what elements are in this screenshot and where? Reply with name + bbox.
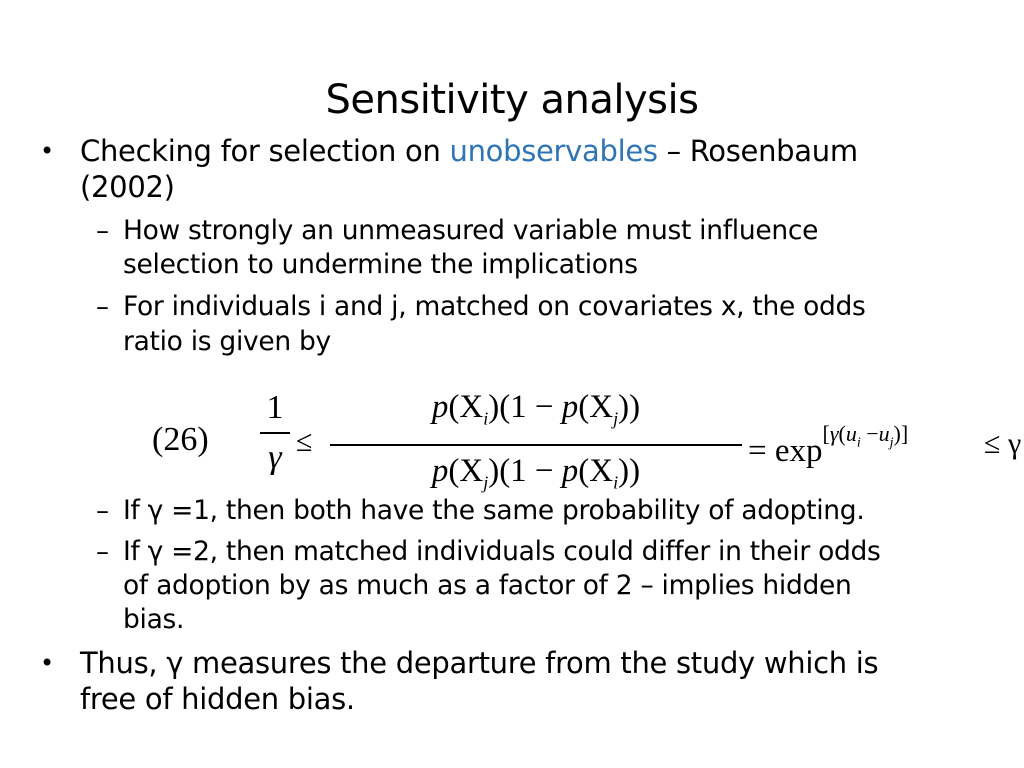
gamma-bound: ≤ γ	[984, 427, 1022, 460]
less-equal-sign: ≤	[296, 425, 313, 458]
lhs-denominator: γ	[268, 439, 282, 476]
sub1-line1: How strongly an unmeasured variable must influence	[123, 215, 819, 246]
fraction-bar	[260, 432, 290, 434]
fraction-bar	[330, 444, 742, 446]
bullet1-line2: (2002)	[80, 170, 175, 204]
equation-number: (26)	[152, 421, 209, 458]
sub4-line1: If γ =2, then matched individuals could differ in their odds	[123, 536, 881, 567]
odds-denominator: $p(X_j)(1 - p(X_i))$	[431, 452, 641, 493]
unobservables-link[interactable]: unobservables	[449, 134, 658, 168]
dash-marker: –	[96, 537, 109, 567]
sub1-line2: selection to undermine the implications	[123, 249, 638, 280]
slide-title: Sensitivity analysis	[325, 77, 699, 123]
dash-marker: –	[96, 216, 109, 246]
bullet1-line1	[80, 134, 858, 168]
bullet-marker: •	[40, 649, 55, 677]
bullet1-text-after: – Rosenbaum	[657, 134, 858, 168]
sub2-line2: ratio is given by	[123, 326, 331, 357]
bullet2-line2: free of hidden bias.	[80, 682, 355, 716]
exp-exponent: [γ(ui −uj)]	[822, 421, 909, 451]
dash-marker: –	[96, 496, 109, 526]
lhs-numerator: 1	[266, 389, 284, 426]
odds-ratio-formula	[152, 386, 1022, 498]
odds-numerator: $p(X_i)(1 - p(X_j))$	[431, 389, 641, 429]
sub2-line1: For individuals i and j, matched on covariates x, the odds	[123, 291, 866, 322]
exp-term	[748, 422, 908, 471]
odds-fraction	[326, 386, 746, 503]
bullet1-text-before: Checking for selection on	[80, 134, 450, 168]
lhs-fraction	[258, 388, 292, 478]
equals-exp: = exp	[748, 433, 823, 469]
sub3-line1: If γ =1, then both have the same probability of adopting.	[123, 495, 865, 526]
dash-marker: –	[96, 292, 109, 322]
bullet-marker: •	[40, 137, 55, 165]
bullet2-line1: Thus, γ measures the departure from the study which is	[80, 646, 879, 680]
sub4-line3: bias.	[123, 604, 185, 635]
sub4-line2: of adoption by as much as a factor of 2 – implies hidden	[123, 570, 852, 601]
